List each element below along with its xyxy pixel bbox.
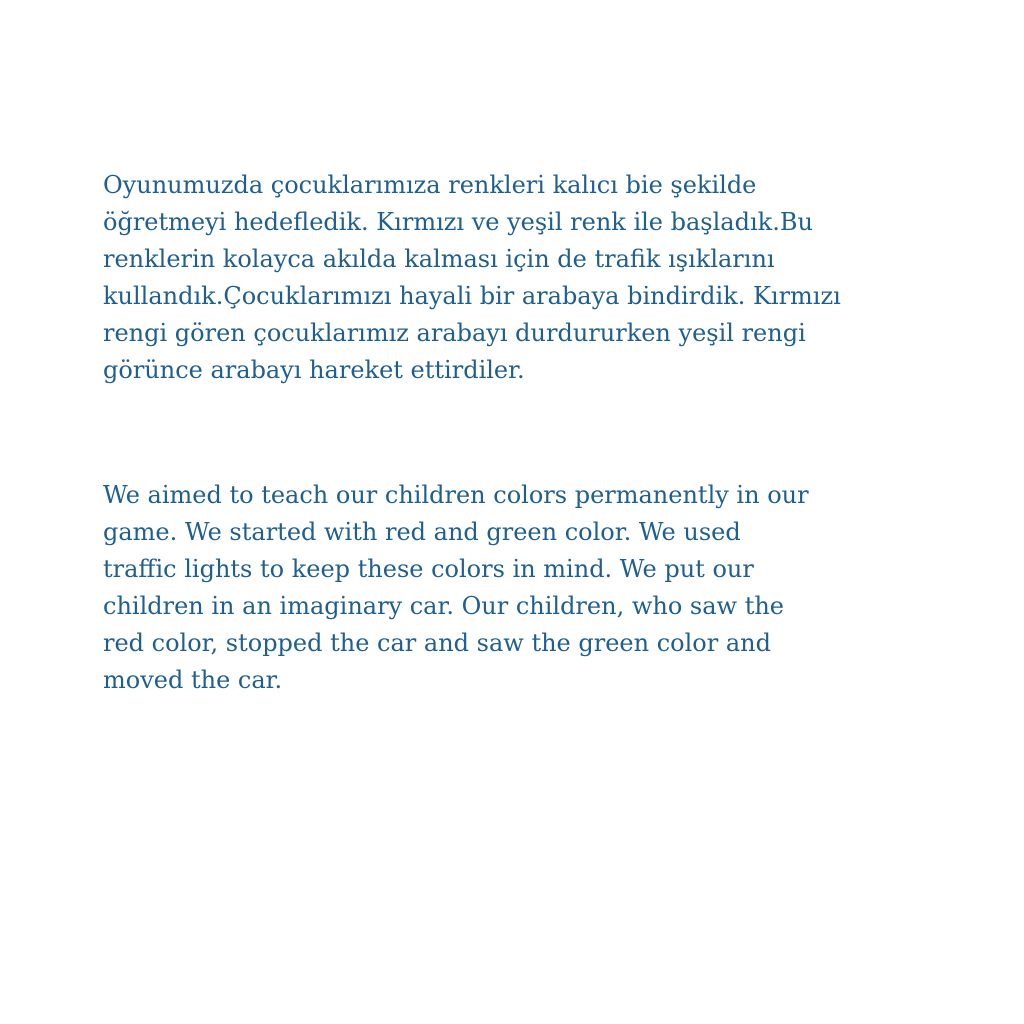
english-paragraph: We aimed to teach our children colors permanently in our game. We started with red and green color. We used traffic lights to keep these colors in mind. We put our children in an imaginary car. Our children, who saw the red color, stopped the car and saw the green color and moved the car. <box>103 481 809 694</box>
turkish-paragraph: Oyunumuzda çocuklarımıza renkleri kalıcı bie şekilde öğretmeyi hedefledik. Kırmızı ve yeşil renk ile başladık.Bu renklerin kolayca akılda kalması için de trafik ışıklarını kullandık.Çocuklarımızı hayali bir arabaya bindirdik. Kırmızı rengi gören çocuklarımız arabayı durdururken yeşil rengi görünce arabayı hareket ettirdiler. <box>103 171 841 384</box>
